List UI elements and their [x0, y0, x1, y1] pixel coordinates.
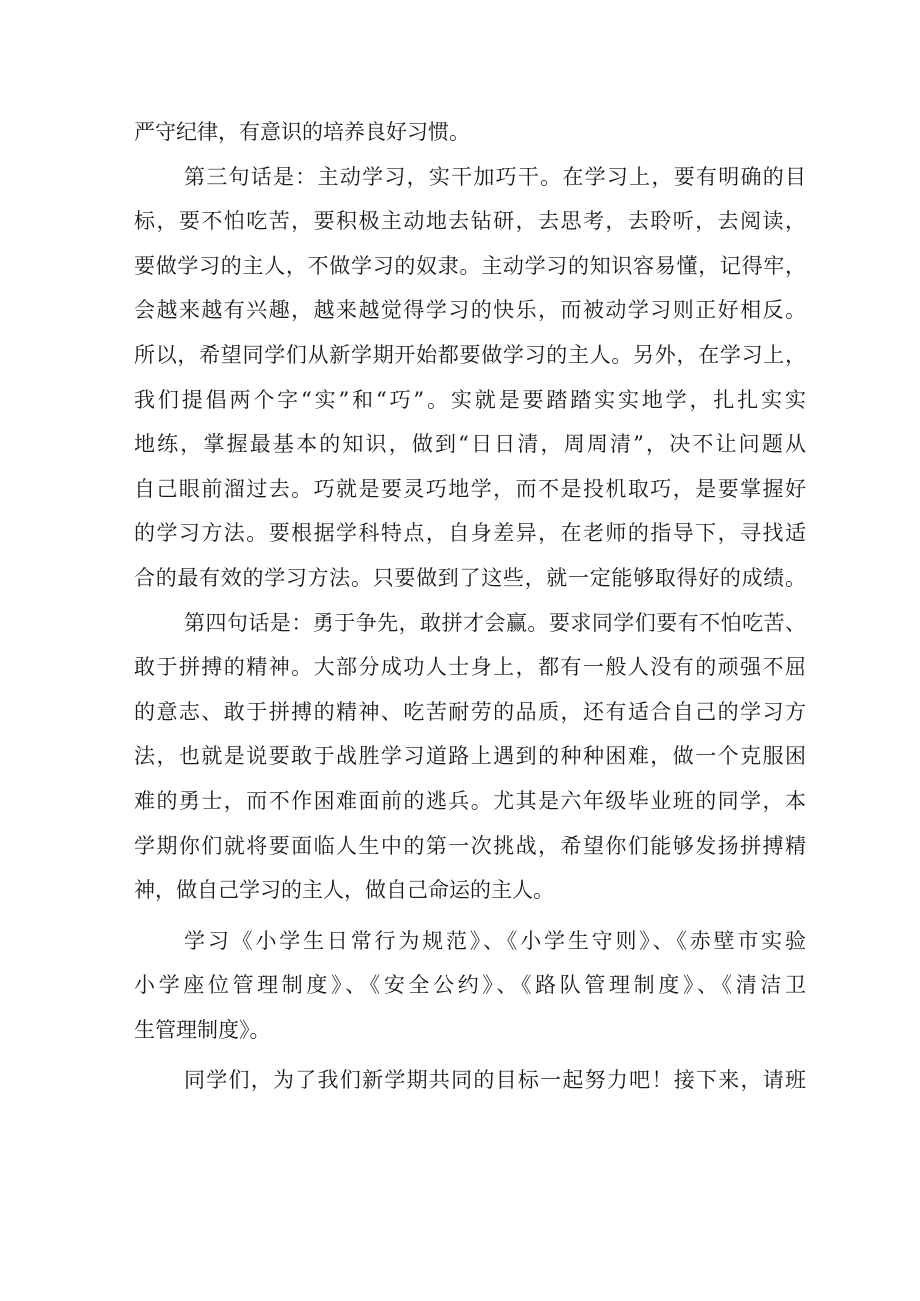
text-line: 合的最有效的学习方法。只要做到了这些，就一定能够取得好的成绩。 — [134, 565, 806, 590]
text-line: 会越来越有兴趣，越来越觉得学习的快乐，而被动学习则正好相反。 — [134, 298, 806, 323]
text-line: 所以，希望同学们从新学期开始都要做学习的主人。另外，在学习上， — [134, 342, 806, 367]
text-line: 的学习方法。要根据学科特点，自身差异，在老师的指导下，寻找适 — [134, 521, 806, 546]
text-line: 生管理制度》。 — [134, 1017, 271, 1042]
text-line: 我们提倡两个字“实”和“巧”。实就是要踏踏实实地学，扎扎实实 — [134, 387, 806, 412]
text-line: 同学们，为了我们新学期共同的目标一起努力吧！接下来，请班 — [184, 1068, 806, 1093]
text-line: 地练，掌握最基本的知识，做到“日日清，周周清”，决不让问题从 — [134, 432, 806, 457]
text-line: 学习《小学生日常行为规范》、《小学生守则》、《赤壁市实验 — [184, 928, 806, 953]
text-line: 严守纪律，有意识的培养良好习惯。 — [134, 120, 470, 144]
text-line: 的意志、敢于拼搏的精神、吃苦耐劳的品质，还有适合自己的学习方 — [134, 699, 806, 724]
text-line: 神，做自己学习的主人，做自己命运的主人。 — [134, 878, 554, 903]
text-line: 法，也就是说要敢于战胜学习道路上遇到的种种困难，做一个克服困 — [134, 744, 806, 769]
text-line: 难的勇士，而不作困难面前的逃兵。尤其是六年级毕业班的同学，本 — [134, 788, 806, 813]
text-line: 自己眼前溜过去。巧就是要灵巧地学，而不是投机取巧，是要掌握好 — [134, 476, 806, 501]
document-body — [134, 110, 806, 1103]
text-line: 第三句话是：主动学习，实干加巧干。在学习上，要有明确的目 — [184, 164, 806, 189]
text-line: 标，要不怕吃苦，要积极主动地去钻研，去思考，去聆听，去阅读， — [134, 209, 806, 234]
text-line: 要做学习的主人，不做学习的奴隶。主动学习的知识容易懂，记得牢， — [134, 253, 806, 278]
text-line: 学期你们就将要面临人生中的第一次挑战，希望你们能够发扬拼搏精 — [134, 833, 806, 858]
text-line: 敢于拼搏的精神。大部分成功人士身上，都有一般人没有的顽强不屈 — [134, 655, 806, 680]
text-line: 第四句话是：勇于争先，敢拼才会赢。要求同学们要有不怕吃苦、 — [184, 610, 806, 635]
text-line: 小学座位管理制度》、《安全公约》、《路队管理制度》、《清洁卫 — [134, 973, 806, 998]
